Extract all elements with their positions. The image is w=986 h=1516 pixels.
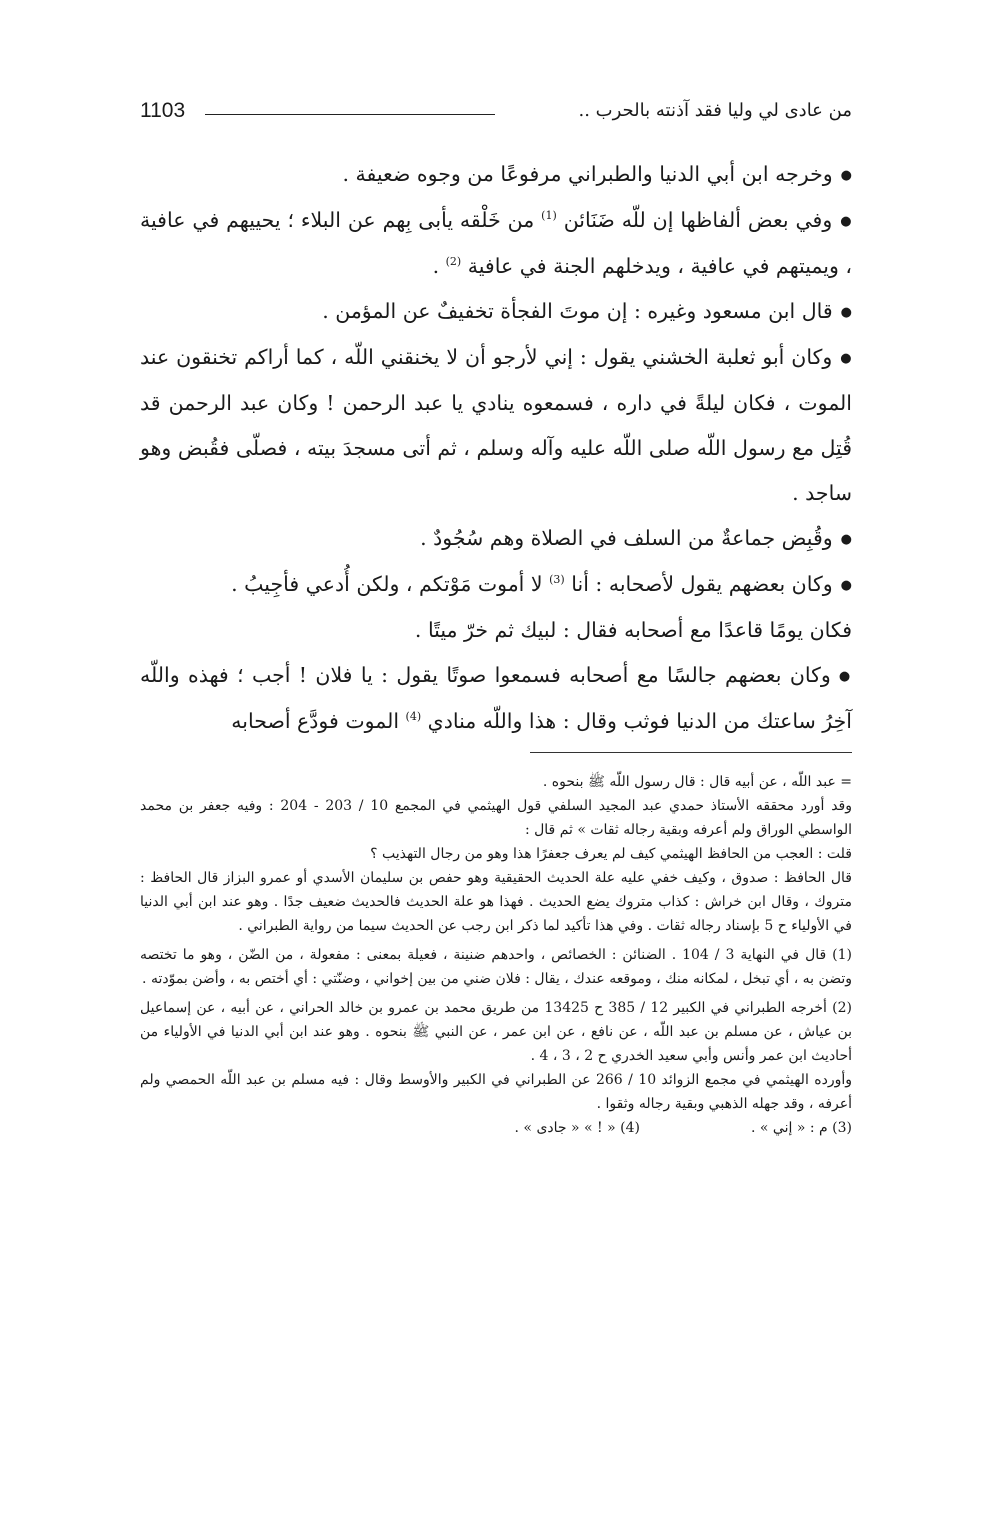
footnote-continuation: = عبد اللّه ، عن أبيه قال : قال رسول اللّه ﷺ بنحوه . (542, 774, 852, 790)
paragraph: ● قال ابن مسعود وغيره : إن موتَ الفجأة تخفيفٌ عن المؤمن . (140, 289, 852, 335)
footnote-ref: (2) (445, 255, 462, 268)
page-number: 1103 (140, 99, 186, 122)
footnote-ref: (4) (405, 710, 422, 723)
header-rule (205, 114, 495, 115)
running-title: من عادى لي وليا فقد آذنته بالحرب .. (578, 100, 852, 121)
paragraph: ● وفي بعض ألفاظها إن للّه ضَنَائن $^{(1)}$ من خَلْقه يأبى بِهم عن البلاء ؛ يحييهم في عافية ، ويميتهم في عافية ، ويدخلهم الجنة في عافية $^{(2)}$ . (140, 198, 852, 289)
footnote-separator (530, 752, 852, 753)
footnotes-3-4 (140, 1116, 852, 1140)
page-header (140, 96, 852, 130)
paragraph: ● وكان بعضهم جالسًا مع أصحابه فسمعوا صوتًا يقول : يا فلان ! أجب ؛ فهذه واللّه آخِرُ ساعتك من الدنيا فوثب وقال : هذا واللّه منادي $^{(4)}$ الموت فودَّع أصحابه (140, 653, 852, 744)
footnote-3: (3) م : « إني » . (751, 1120, 852, 1136)
footnote-ref: (1) (541, 209, 557, 222)
paragraph: ● وخرجه ابن أبي الدنيا والطبراني مرفوعًا من وجوه ضعيفة . (140, 152, 852, 198)
paragraph: ● وكان أبو ثعلبة الخشني يقول : إني لأرجو أن لا يخنقني اللّه ، كما أراكم تخنقون عند الموت ، فكان ليلةً في داره ، فسمعوه ينادي يا عبد الرحمن ! وكان عبد الرحمن قد قُتِل مع رسول اللّه صلى اللّه عليه وآله وسلم ، ثم أتى مسجدَ بيته ، فصلّى فقُبض وهو ساجد . (140, 335, 852, 516)
footnote-1: (1) قال في النهاية 3 / 104 . الضنائن : الخصائص ، واحدهم ضنينة ، فعيلة بمعنى : مفعولة ، من الضّن ، وهو ما تختصه وتضن به ، أي تبخل ، لمكانه منك ، وموقعه عندك ، يقال : فلان ضني من بين إخواني ، وضنّتي : أي أختص به ، وأضن بموّدته . (140, 947, 852, 987)
footnote-continuation: وقد أورد محققه الأستاذ حمدي عبد المجيد السلفي قول الهيثمي في المجمع 10 / 203 - 204 : وفيه جعفر بن محمد الواسطي الوراق ولم أعرفه وبقية رجاله ثقات » ثم قال : (140, 798, 852, 838)
paragraph: ● وقُبِض جماعةٌ من السلف في الصلاة وهم سُجُودٌ . (140, 516, 852, 562)
footnote-2-continued: وأورده الهيثمي في مجمع الزوائد 10 / 266 عن الطبراني في الكبير والأوسط وقال : فيه مسلم بن عبد اللّه الحمصي ولم أعرفه ، وقد جهله الذهبي وبقية رجاله وثقوا . (140, 1072, 852, 1112)
footnotes (140, 770, 852, 1140)
footnote-continuation: قال الحافظ : صدوق ، وكيف خفي عليه علة الحديث الحقيقية وهو حفص بن سليمان الأسدي أو عمرو البزاز قال الحافظ : متروك ، وقال ابن خراش : كذاب متروك يضع الحديث . فهذا هو علة الحديث فالحديث ضعيف جدًا . وهو عند ابن أبي الدنيا في الأولياء ح 5 بإسناد رجاله ثقات . وفي هذا تأكيد لما ذكر ابن رجب عن الحديث سيما من رواية الطبراني . (140, 870, 852, 934)
paragraph: فكان يومًا قاعدًا مع أصحابه فقال : لبيك ثم خرّ ميتًا . (414, 618, 852, 642)
footnote-4: (4) « ! » « جادى » . (514, 1120, 640, 1136)
paragraph: ● وكان بعضهم يقول لأصحابه : أنا $^{(3)}$ لا أموت مَوْتكم ، ولكن أُدعي فأجِيبُ . (140, 562, 852, 608)
main-text (140, 152, 852, 744)
footnote-2: (2) أخرجه الطبراني في الكبير 12 / 385 ح 13425 من طريق محمد بن عمرو بن خالد الحراني ، عن أبيه ، عن إسماعيل بن عياش ، عن مسلم بن عبد اللّه ، عن نافع ، عن ابن عمر ، عن النبي ﷺ بنحوه . وهو عند ابن أبي الدنيا في الأولياء من أحاديث ابن عمر وأنس وأبي سعيد الخدري ح 2 ، 3 ، 4 . (140, 1000, 853, 1064)
footnote-ref: (3) (549, 573, 565, 586)
footnote-continuation: قلت : العجب من الحافظ الهيثمي كيف لم يعرف جعفرًا هذا وهو من رجال التهذيب ؟ (370, 846, 852, 862)
